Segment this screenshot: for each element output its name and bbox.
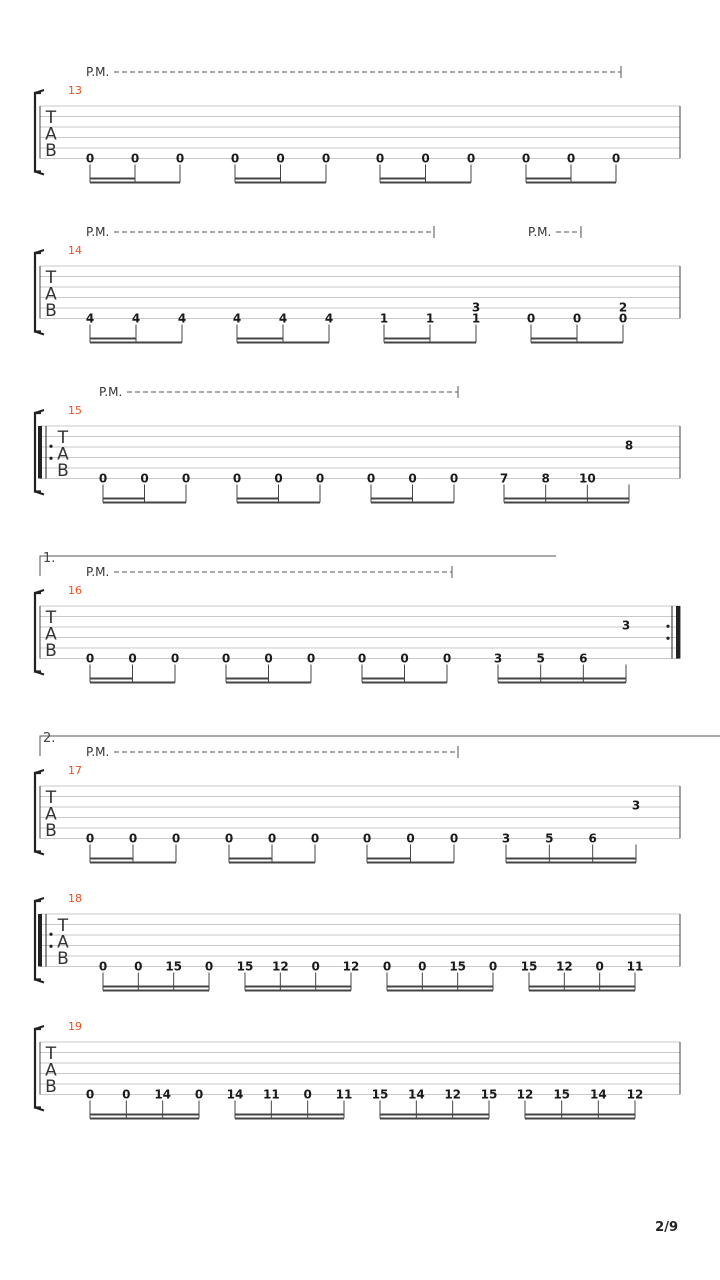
fret-number: 14 (154, 1087, 172, 1102)
fret-number: 14 (589, 1087, 607, 1102)
measure-15 (35, 385, 680, 503)
beam-group (86, 652, 179, 683)
fret-number: 0 (566, 151, 576, 166)
tab-clef-letter: T (45, 108, 57, 128)
beam-group (358, 652, 451, 683)
fret-number: 0 (618, 311, 628, 326)
repeat-dot (666, 637, 669, 640)
repeat-dot (49, 457, 52, 460)
fret-number: 0 (400, 651, 409, 666)
tab-clef-letter: A (57, 444, 69, 465)
fret-number: 0 (85, 1087, 95, 1102)
tab-clef-letter: A (57, 932, 69, 953)
tab-clef-letter: B (57, 949, 69, 969)
beam-group (363, 832, 458, 863)
beam-group (86, 312, 186, 343)
fret-number: 5 (545, 831, 554, 846)
palm-mute-label: P.M. (86, 745, 110, 759)
fret-number: 0 (98, 471, 108, 486)
bracket-hook-bottom (35, 332, 44, 335)
fret-number: 15 (165, 959, 183, 974)
fret-number: 0 (315, 471, 325, 486)
measure-16 (35, 551, 680, 683)
beam-group (227, 1088, 353, 1119)
fret-number: 0 (442, 651, 452, 666)
fret-number: 14 (226, 1087, 244, 1102)
measure-19 (35, 1020, 680, 1119)
fret-number: 15 (236, 959, 254, 974)
beam-group (494, 619, 630, 683)
bracket-hook-top (35, 898, 44, 901)
fret-number: 1 (379, 311, 389, 326)
beam-group (517, 1088, 644, 1119)
bracket-hook-bottom (35, 172, 44, 175)
palm-mute-label: P.M. (86, 565, 110, 579)
tab-clef-letter: B (45, 641, 57, 661)
repeat-dot (666, 625, 669, 628)
bracket-hook-bottom (35, 672, 44, 675)
bracket-hook-top (35, 90, 44, 93)
palm-mute-label: P.M. (86, 65, 110, 79)
tab-clef-letter: B (45, 821, 57, 841)
volta-bracket (40, 736, 720, 756)
beam-group (500, 439, 633, 503)
measure-number: 15 (68, 404, 82, 417)
bracket-hook-bottom (35, 980, 44, 983)
beam-group (233, 472, 324, 503)
repeat-dot (49, 945, 52, 948)
fret-number: 10 (578, 471, 596, 486)
fret-number: 3 (631, 798, 641, 813)
fret-number: 0 (375, 151, 385, 166)
fret-number: 0 (130, 151, 140, 166)
fret-number: 0 (449, 471, 459, 486)
palm-mute-label: P.M. (99, 385, 123, 399)
fret-number: 0 (611, 151, 621, 166)
measure-number: 14 (68, 244, 82, 257)
fret-number: 1 (425, 311, 435, 326)
fret-number: 0 (128, 651, 137, 666)
bracket-hook-bottom (35, 492, 44, 495)
volta-ending-number: 2. (43, 731, 56, 746)
fret-number: 4 (278, 311, 288, 326)
palm-mute-label: P.M. (86, 225, 110, 239)
fret-number: 0 (521, 151, 531, 166)
fret-number: 0 (418, 959, 427, 974)
fret-number: 8 (541, 471, 550, 486)
fret-number: 12 (516, 1087, 534, 1102)
fret-number: 15 (480, 1087, 498, 1102)
fret-number: 0 (170, 651, 180, 666)
fret-number: 0 (321, 151, 331, 166)
fret-number: 0 (303, 1087, 312, 1102)
tab-clef-letter: A (45, 1060, 57, 1081)
measure-number: 19 (68, 1020, 82, 1033)
tab-clef-letter: T (57, 428, 69, 448)
fret-number: 2 (618, 300, 628, 315)
repeat-end-thick-bar (676, 606, 680, 659)
beam-group (99, 960, 213, 991)
fret-number: 0 (357, 651, 367, 666)
fret-number: 12 (555, 959, 573, 974)
measure-number: 18 (68, 892, 82, 905)
tab-clef-letter: A (45, 124, 57, 145)
fret-number: 4 (324, 311, 334, 326)
measure-number: 17 (68, 764, 82, 777)
fret-number: 14 (407, 1087, 425, 1102)
beam-group (231, 152, 330, 183)
fret-number: 8 (624, 438, 634, 453)
fret-number: 0 (572, 311, 582, 326)
tab-clef-letter: B (45, 1077, 57, 1097)
measure-18 (35, 892, 680, 991)
beam-group (233, 312, 333, 343)
fret-number: 0 (362, 831, 372, 846)
fret-number: 6 (588, 831, 597, 846)
fret-number: 0 (406, 831, 415, 846)
bracket-hook-top (35, 250, 44, 253)
beam-group (380, 301, 480, 343)
fret-number: 0 (175, 151, 185, 166)
beam-group (225, 832, 319, 863)
fret-number: 0 (194, 1087, 204, 1102)
beam-group (527, 301, 627, 343)
fret-number: 15 (520, 959, 538, 974)
fret-number: 15 (371, 1087, 389, 1102)
fret-number: 15 (553, 1087, 571, 1102)
fret-number: 15 (449, 959, 467, 974)
measure-number: 16 (68, 584, 82, 597)
fret-number: 0 (98, 959, 108, 974)
tab-clef-letter: B (45, 301, 57, 321)
volta-ending-number: 1. (43, 551, 56, 566)
fret-number: 0 (230, 151, 240, 166)
fret-number: 6 (579, 651, 588, 666)
tab-clef-letter: T (45, 1044, 57, 1064)
bracket-hook-bottom (35, 852, 44, 855)
fret-number: 0 (408, 471, 417, 486)
beam-group (86, 832, 180, 863)
fret-number: 11 (626, 959, 644, 974)
measure-number: 13 (68, 84, 82, 97)
beam-group (522, 152, 620, 183)
bracket-hook-top (35, 410, 44, 413)
fret-number: 0 (449, 831, 459, 846)
fret-number: 0 (267, 831, 277, 846)
fret-number: 0 (466, 151, 476, 166)
tab-clef-letter: T (57, 916, 69, 936)
fret-number: 11 (262, 1087, 280, 1102)
beam-group (502, 799, 640, 863)
fret-number: 12 (444, 1087, 462, 1102)
fret-number: 0 (140, 471, 149, 486)
fret-number: 4 (177, 311, 187, 326)
fret-number: 3 (621, 618, 631, 633)
fret-number: 0 (232, 471, 242, 486)
fret-number: 5 (536, 651, 545, 666)
fret-number: 0 (311, 959, 320, 974)
measure-17 (35, 731, 720, 863)
fret-number: 0 (122, 1087, 131, 1102)
fret-number: 0 (85, 151, 95, 166)
tab-clef-letter: A (45, 284, 57, 305)
page-number: 2/9 (655, 1220, 678, 1235)
fret-number: 0 (274, 471, 283, 486)
fret-number: 12 (342, 959, 360, 974)
bracket-hook-top (35, 1026, 44, 1029)
beam-group (376, 152, 475, 183)
beam-group (222, 652, 315, 683)
tab-clef-letter: B (57, 461, 69, 481)
tab-clef-letter: A (45, 624, 57, 645)
fret-number: 0 (488, 959, 498, 974)
beam-group (367, 472, 458, 503)
fret-number: 0 (85, 651, 95, 666)
tab-clef-letter: T (45, 268, 57, 288)
beam-group (86, 1088, 203, 1119)
beam-group (372, 1088, 498, 1119)
fret-number: 0 (85, 831, 95, 846)
fret-number: 0 (276, 151, 285, 166)
fret-number: 0 (264, 651, 273, 666)
fret-number: 0 (310, 831, 320, 846)
fret-number: 11 (335, 1087, 353, 1102)
fret-number: 4 (131, 311, 141, 326)
beam-group (237, 960, 360, 991)
fret-number: 3 (501, 831, 511, 846)
repeat-dot (49, 445, 52, 448)
fret-number: 0 (134, 959, 143, 974)
bracket-hook-top (35, 770, 44, 773)
fret-number: 0 (526, 311, 536, 326)
fret-number: 0 (181, 471, 191, 486)
bracket-hook-top (35, 590, 44, 593)
fret-number: 0 (224, 831, 234, 846)
tab-clef-letter: T (45, 608, 57, 628)
repeat-dot (49, 933, 52, 936)
repeat-start-thick-bar (38, 914, 42, 967)
fret-number: 7 (499, 471, 509, 486)
beam-group (86, 152, 184, 183)
beam-group (383, 960, 497, 991)
palm-mute-label: P.M. (528, 225, 552, 239)
beam-group (521, 960, 644, 991)
fret-number: 0 (221, 651, 231, 666)
tab-clef-letter: T (45, 788, 57, 808)
fret-number: 4 (85, 311, 95, 326)
fret-number: 0 (128, 831, 138, 846)
fret-number: 0 (204, 959, 214, 974)
fret-number: 0 (306, 651, 316, 666)
measure-13 (35, 65, 680, 183)
tab-clef-letter: A (45, 804, 57, 825)
tab-clef-letter: B (45, 141, 57, 161)
fret-number: 0 (382, 959, 392, 974)
fret-number: 12 (626, 1087, 644, 1102)
fret-number: 1 (471, 311, 481, 326)
fret-number: 0 (421, 151, 430, 166)
fret-number: 3 (493, 651, 503, 666)
repeat-start-thick-bar (38, 426, 42, 479)
fret-number: 0 (595, 959, 604, 974)
bracket-hook-bottom (35, 1108, 44, 1111)
beam-group (99, 472, 190, 503)
measure-14 (35, 225, 680, 343)
volta-bracket (40, 556, 556, 576)
fret-number: 3 (471, 300, 481, 315)
fret-number: 0 (171, 831, 181, 846)
fret-number: 0 (366, 471, 376, 486)
fret-number: 12 (271, 959, 289, 974)
fret-number: 4 (232, 311, 242, 326)
